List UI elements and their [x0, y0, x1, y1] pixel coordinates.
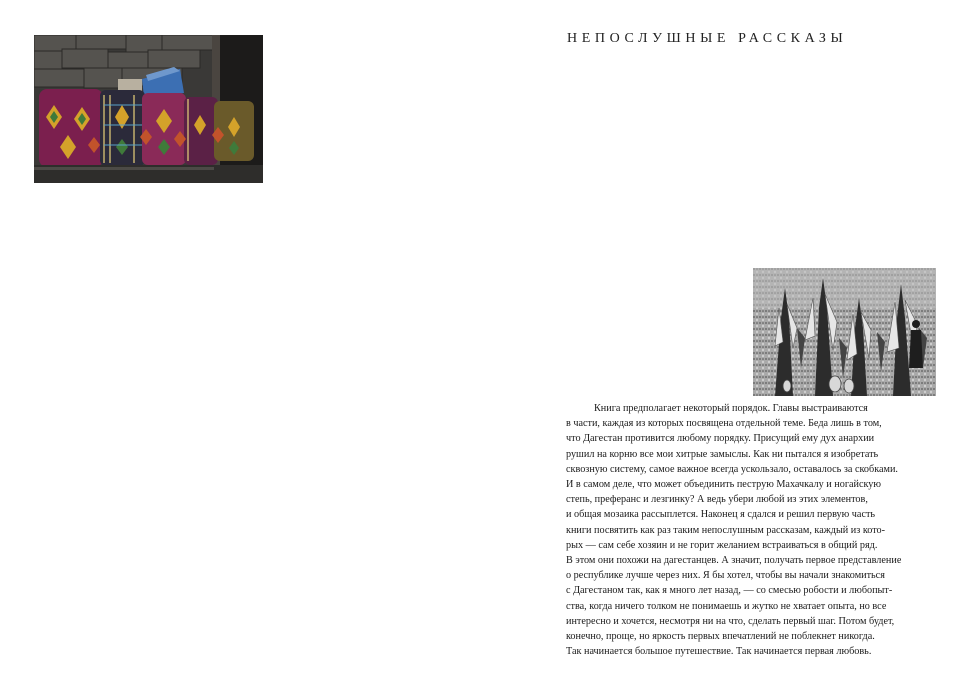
body-line: конечно, проще, но яркость первых впечатлений не поблекнет никогда. [566, 631, 875, 643]
body-line: рых — сам себе хозяин и не горит желанием встраиваться в общий ряд. [566, 539, 878, 551]
body-line: ства, когда ничего толком не понимаешь и жутко не хватает опыта, но все [566, 600, 887, 612]
body-line: в части, каждая из которых посвящена отдельной теме. Беда лишь в том, [566, 418, 882, 430]
body-line: книги посвятить как раз таким непослушным рассказам, каждый из кото- [566, 524, 886, 536]
section-title: НЕПОСЛУШНЫЕ РАССКАЗЫ [567, 31, 848, 46]
body-text [566, 401, 946, 659]
body-line: с Дагестаном так, как я много лет назад, — со смесью робости и любопыт- [566, 585, 893, 597]
body-line: сквозную систему, самое важное всегда ускользало, оставалось за скобками. [566, 463, 898, 475]
body-line: В этом они похожи на дагестанцев. А значит, получать первое представление [566, 555, 902, 567]
trees-photo [753, 268, 936, 396]
body-line: Книга предполагает некоторый порядок. Главы выстраиваются [594, 403, 868, 414]
body-line: степь, преферанс и лезгинку? А ведь убери любой из этих элементов, [566, 494, 868, 506]
body-line: что Дагестан противится любому порядку. Присущий ему дух анархии [566, 433, 875, 445]
body-line: Так начинается большое путешествие. Так начинается первая любовь. [566, 646, 872, 658]
carpets-photo [34, 35, 263, 183]
body-line: и общая мозаика рассыплется. Наконец я сдался и решил первую часть [566, 509, 876, 521]
carpets-photo-image [34, 35, 263, 183]
body-line: И в самом деле, что может объединить пеструю Махачкалу и ногайскую [566, 479, 881, 491]
body-line: о республике лучше через них. Я бы хотел, чтобы вы начали знакомиться [566, 570, 885, 582]
body-line: рушил на корню все мои хитрые замыслы. Как ни пытался я изобретать [566, 448, 879, 460]
body-line: интересно и хочется, несмотря ни на что, сделать первый шаг. Потом будет, [566, 615, 895, 627]
trees-photo-image [753, 268, 936, 396]
